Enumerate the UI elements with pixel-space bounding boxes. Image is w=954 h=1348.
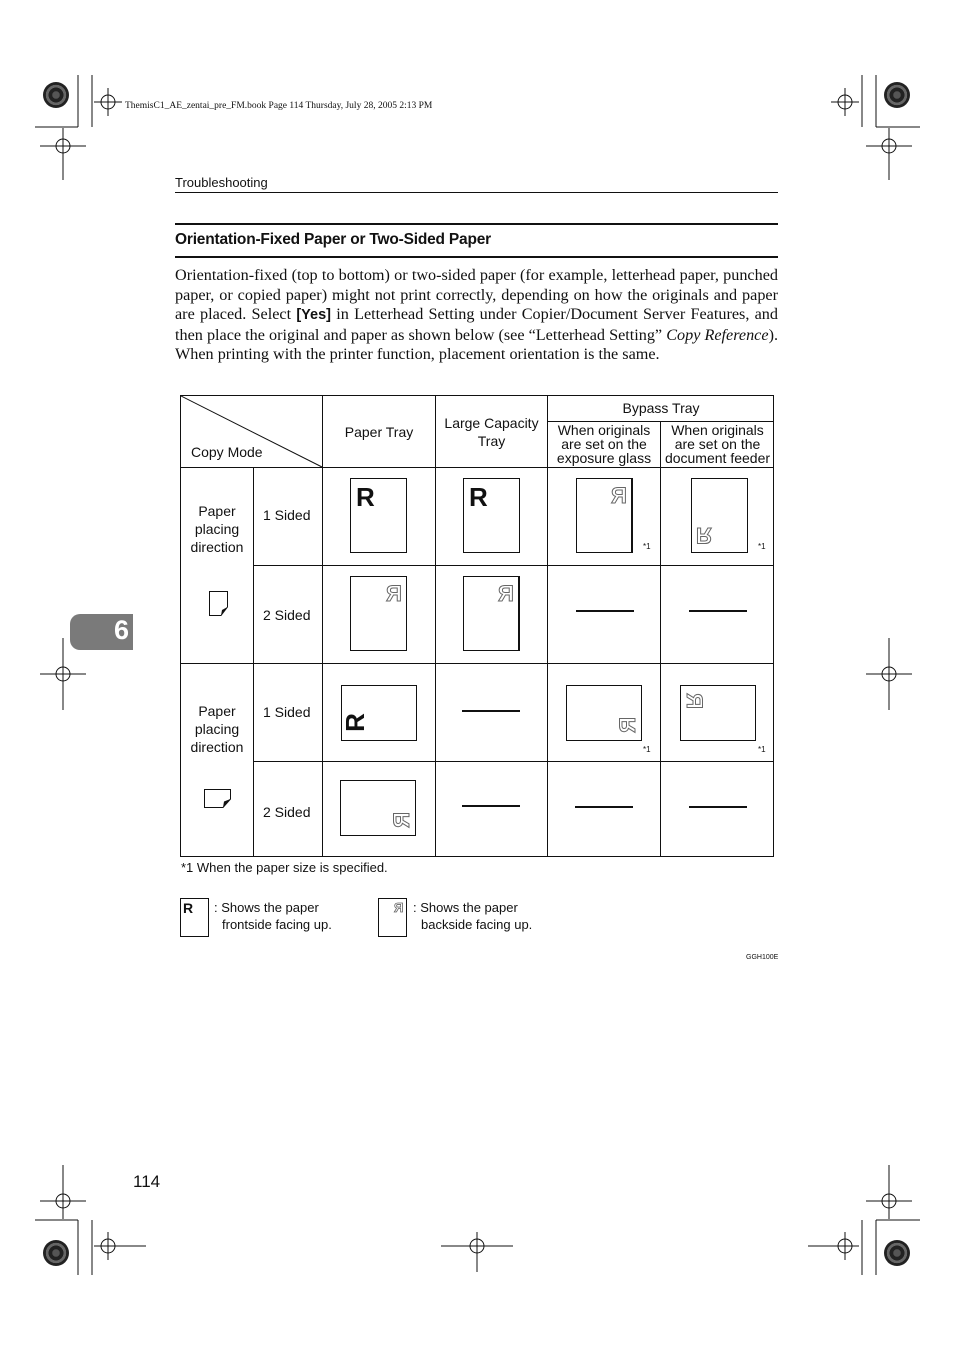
- back-letter: R: [611, 483, 627, 508]
- orientation-table: [180, 395, 774, 857]
- paper-sheet: [576, 478, 633, 553]
- back-letter: R: [393, 900, 403, 915]
- grid-line: [181, 663, 774, 664]
- figure-code: GGH100E: [746, 954, 779, 961]
- back-letter: R: [681, 693, 707, 709]
- not-applicable-dash: [462, 710, 520, 712]
- not-applicable-dash: [462, 805, 520, 807]
- body-text-2: in Letterhead Setting under Copier/Document Server Features, and then place the original and paper as shown below (see “Letterhead Setting”: [175, 305, 778, 344]
- note-mark: *1: [758, 542, 766, 551]
- section-bottom-rule: [175, 256, 778, 258]
- body-text-1: Orientation-fixed (top to bottom) or two-sided paper (for example, letterhead paper, punched paper, or copied paper) might not print correctly, depending on how the originals and paper are placed. Select: [175, 266, 778, 323]
- paper-sheet: [340, 780, 416, 836]
- bypass-tray-header: Bypass Tray: [622, 400, 700, 416]
- note-mark: *1: [643, 542, 651, 551]
- body-text-3: ). When printing with the printer function, placement orientation is the same.: [175, 325, 778, 363]
- landscape-page-icon: [204, 789, 232, 809]
- front-letter: R: [356, 482, 375, 512]
- copy-reference: Copy Reference: [666, 325, 769, 344]
- copy-mode-label: Copy Mode: [191, 444, 263, 460]
- portrait-page-icon: [209, 591, 229, 617]
- running-head: Troubleshooting: [175, 175, 268, 190]
- not-applicable-dash: [689, 610, 747, 612]
- body-paragraph: [175, 266, 778, 365]
- yes-key: [Yes]: [296, 307, 332, 323]
- legend-front-sheet: [180, 898, 209, 937]
- legend-front-text: : Shows the paper frontside facing up.: [214, 900, 332, 932]
- paper-sheet: [566, 685, 642, 741]
- exposure-glass-header: When originals are set on the exposure glass: [556, 422, 652, 466]
- front-letter: R: [469, 482, 488, 512]
- legend-back-text: : Shows the paper backside facing up.: [413, 900, 533, 932]
- one-sided-label: 1 Sided: [263, 704, 311, 720]
- two-sided-label: 2 Sided: [263, 804, 311, 820]
- paper-sheet: [350, 478, 407, 553]
- placing-direction-label: Paper placing direction: [190, 703, 244, 755]
- grid-line: [660, 421, 661, 856]
- paper-sheet: [341, 685, 417, 741]
- note-mark: *1: [758, 745, 766, 754]
- front-letter: R: [339, 713, 370, 732]
- paper-sheet: [680, 685, 756, 741]
- paper-tray-header: Paper Tray: [344, 424, 414, 440]
- section-top-rule: [175, 223, 778, 225]
- one-sided-label: 1 Sided: [263, 507, 311, 523]
- back-letter: R: [386, 581, 402, 606]
- paper-sheet: [691, 478, 748, 553]
- grid-line: [547, 396, 548, 856]
- grid-line: [253, 761, 774, 762]
- back-letter: R: [389, 812, 415, 828]
- paper-sheet: [350, 576, 407, 651]
- table-footnote: *1 When the paper size is specified.: [181, 860, 388, 875]
- page-number: 114: [133, 1172, 161, 1191]
- section-title: Orientation-Fixed Paper or Two-Sided Paper: [175, 231, 492, 248]
- back-letter: R: [615, 717, 641, 733]
- document-feeder-header: When originals are set on the document feeder: [664, 422, 771, 466]
- not-applicable-dash: [575, 806, 633, 808]
- front-letter: R: [183, 900, 194, 916]
- large-capacity-header: Large Capacity Tray: [444, 415, 539, 449]
- placing-direction-label: Paper placing direction: [190, 503, 244, 555]
- grid-line: [253, 467, 254, 856]
- not-applicable-dash: [576, 610, 634, 612]
- legend-back-sheet: [378, 898, 407, 937]
- back-letter: R: [498, 581, 514, 606]
- header-rule: [175, 192, 778, 193]
- paper-sheet: [463, 478, 520, 553]
- paper-sheet: [463, 576, 520, 651]
- grid-line: [435, 396, 436, 856]
- two-sided-label: 2 Sided: [263, 607, 311, 623]
- not-applicable-dash: [689, 806, 747, 808]
- grid-line: [253, 565, 774, 566]
- file-info-line: ThemisC1_AE_zentai_pre_FM.book Page 114 Thursday, July 28, 2005 2:13 PM: [125, 101, 433, 111]
- chapter-tab: 6: [70, 614, 133, 650]
- note-mark: *1: [643, 745, 651, 754]
- back-letter: R: [696, 523, 712, 548]
